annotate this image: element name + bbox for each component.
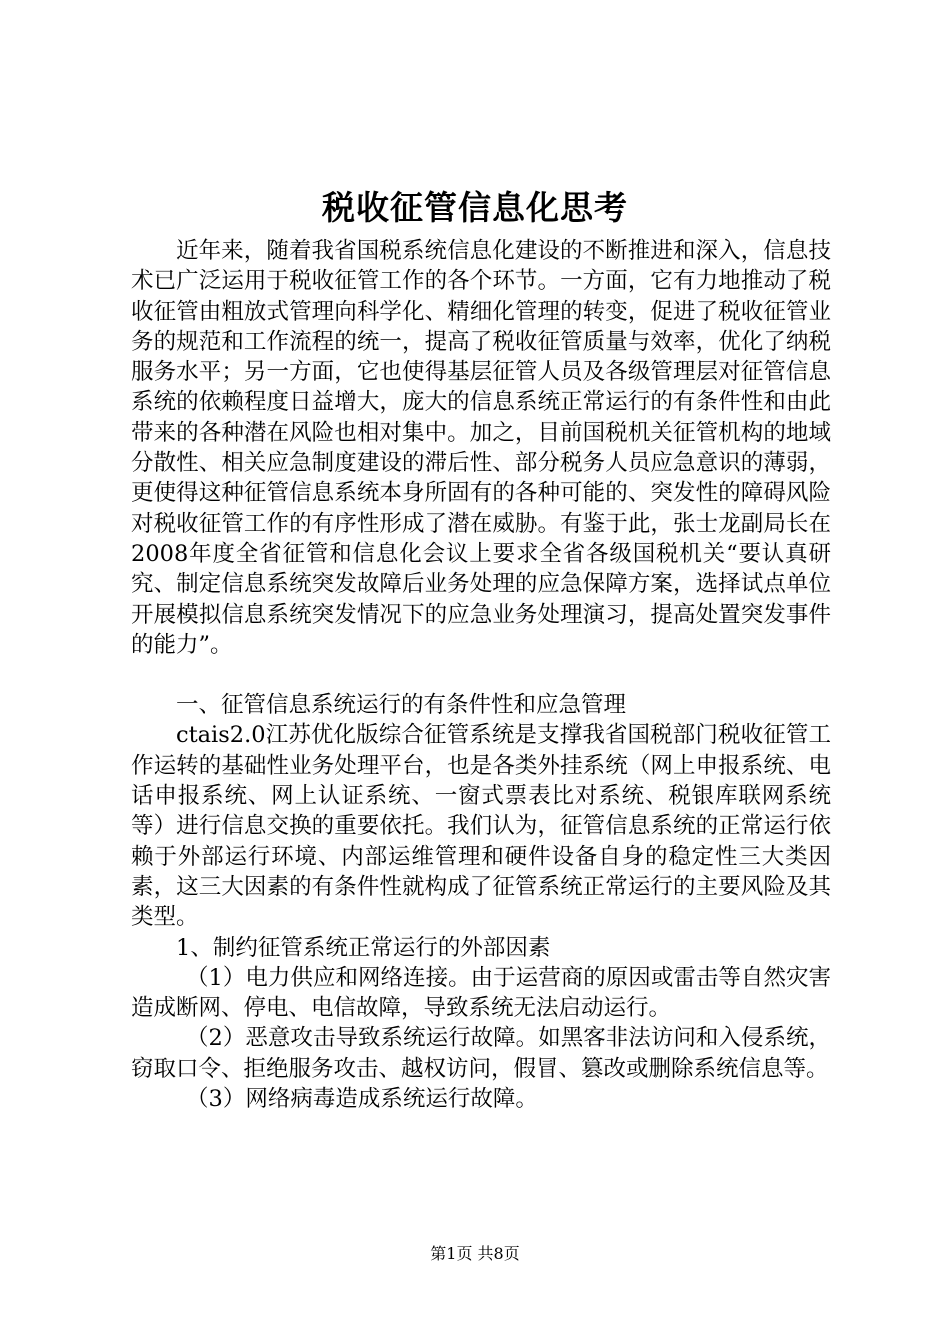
section-heading-1: 一、征管信息系统运行的有条件性和应急管理 [176, 692, 627, 719]
document-title: 税收征管信息化思考 [322, 188, 628, 227]
document-body [131, 236, 831, 1114]
page-footer: 第1页 共8页 [430, 1244, 520, 1263]
list-item-3: （3）网络病毒造成系统运行故障。 [186, 1086, 538, 1113]
intro-paragraph: 近年来，随着我省国税系统信息化建设的不断推进和深入，信息技术已广泛运用于税收征管工作的各个环节。一方面，它有力地推动了税收征管由粗放式管理向科学化、精细化管理的转变，促进了税收征管业务的规范和工作流程的统一，提高了税收征管质量与效率，优化了纳税服务水平；另一方面，它也使得基层征管人员及各级管理层对征管信息系统的依赖程度日益增大，庞大的信息系统正常运行的有条件性和由此带来的各种潜在风险也相对集中。加之，目前国税机关征管机构的地域分散性、相关应急制度建设的滞后性、部分税务人员应急意识的薄弱，更使得这种征管信息系统本身所固有的各种可能的、突发性的障碍风险对税收征管工作的有序性形成了潜在威胁。有鉴于此，张士龙副局长在2008年度全省征管和信息化会议上要求全省各级国税机关“要认真研究、制定信息系统突发故障后业务处理的应急保障方案，选择试点单位开展模拟信息系统突发情况下的应急业务处理演习，提高处置突发事件的能力”。 [131, 238, 831, 658]
list-item-1: （1）电力供应和网络连接。由于运营商的原因或雷击等自然灾害造成断网、停电、电信故障，导致系统无法启动运行。 [131, 964, 831, 1022]
section-paragraph-1: ctais2.0江苏优化版综合征管系统是支撑我省国税部门税收征管工作运转的基础性业务处理平台，也是各类外挂系统（网上申报系统、电话申报系统、网上认证系统、一窗式票表比对系统、税银库联网系统等）进行信息交换的重要依托。我们认为，征管信息系统的正常运行依赖于外部运行环境、内部运维管理和硬件设备自身的稳定性三大类因素，这三大因素的有条件性就构成了征管系统正常运行的主要风险及其类型。 [131, 722, 831, 931]
list-item-2: （2）恶意攻击导致系统运行故障。如黑客非法访问和入侵系统，窃取口令、拒绝服务攻击、越权访问，假冒、篡改或删除系统信息等。 [131, 1025, 831, 1082]
subsection-heading-1: 1、制约征管系统正常运行的外部因素 [176, 934, 551, 961]
